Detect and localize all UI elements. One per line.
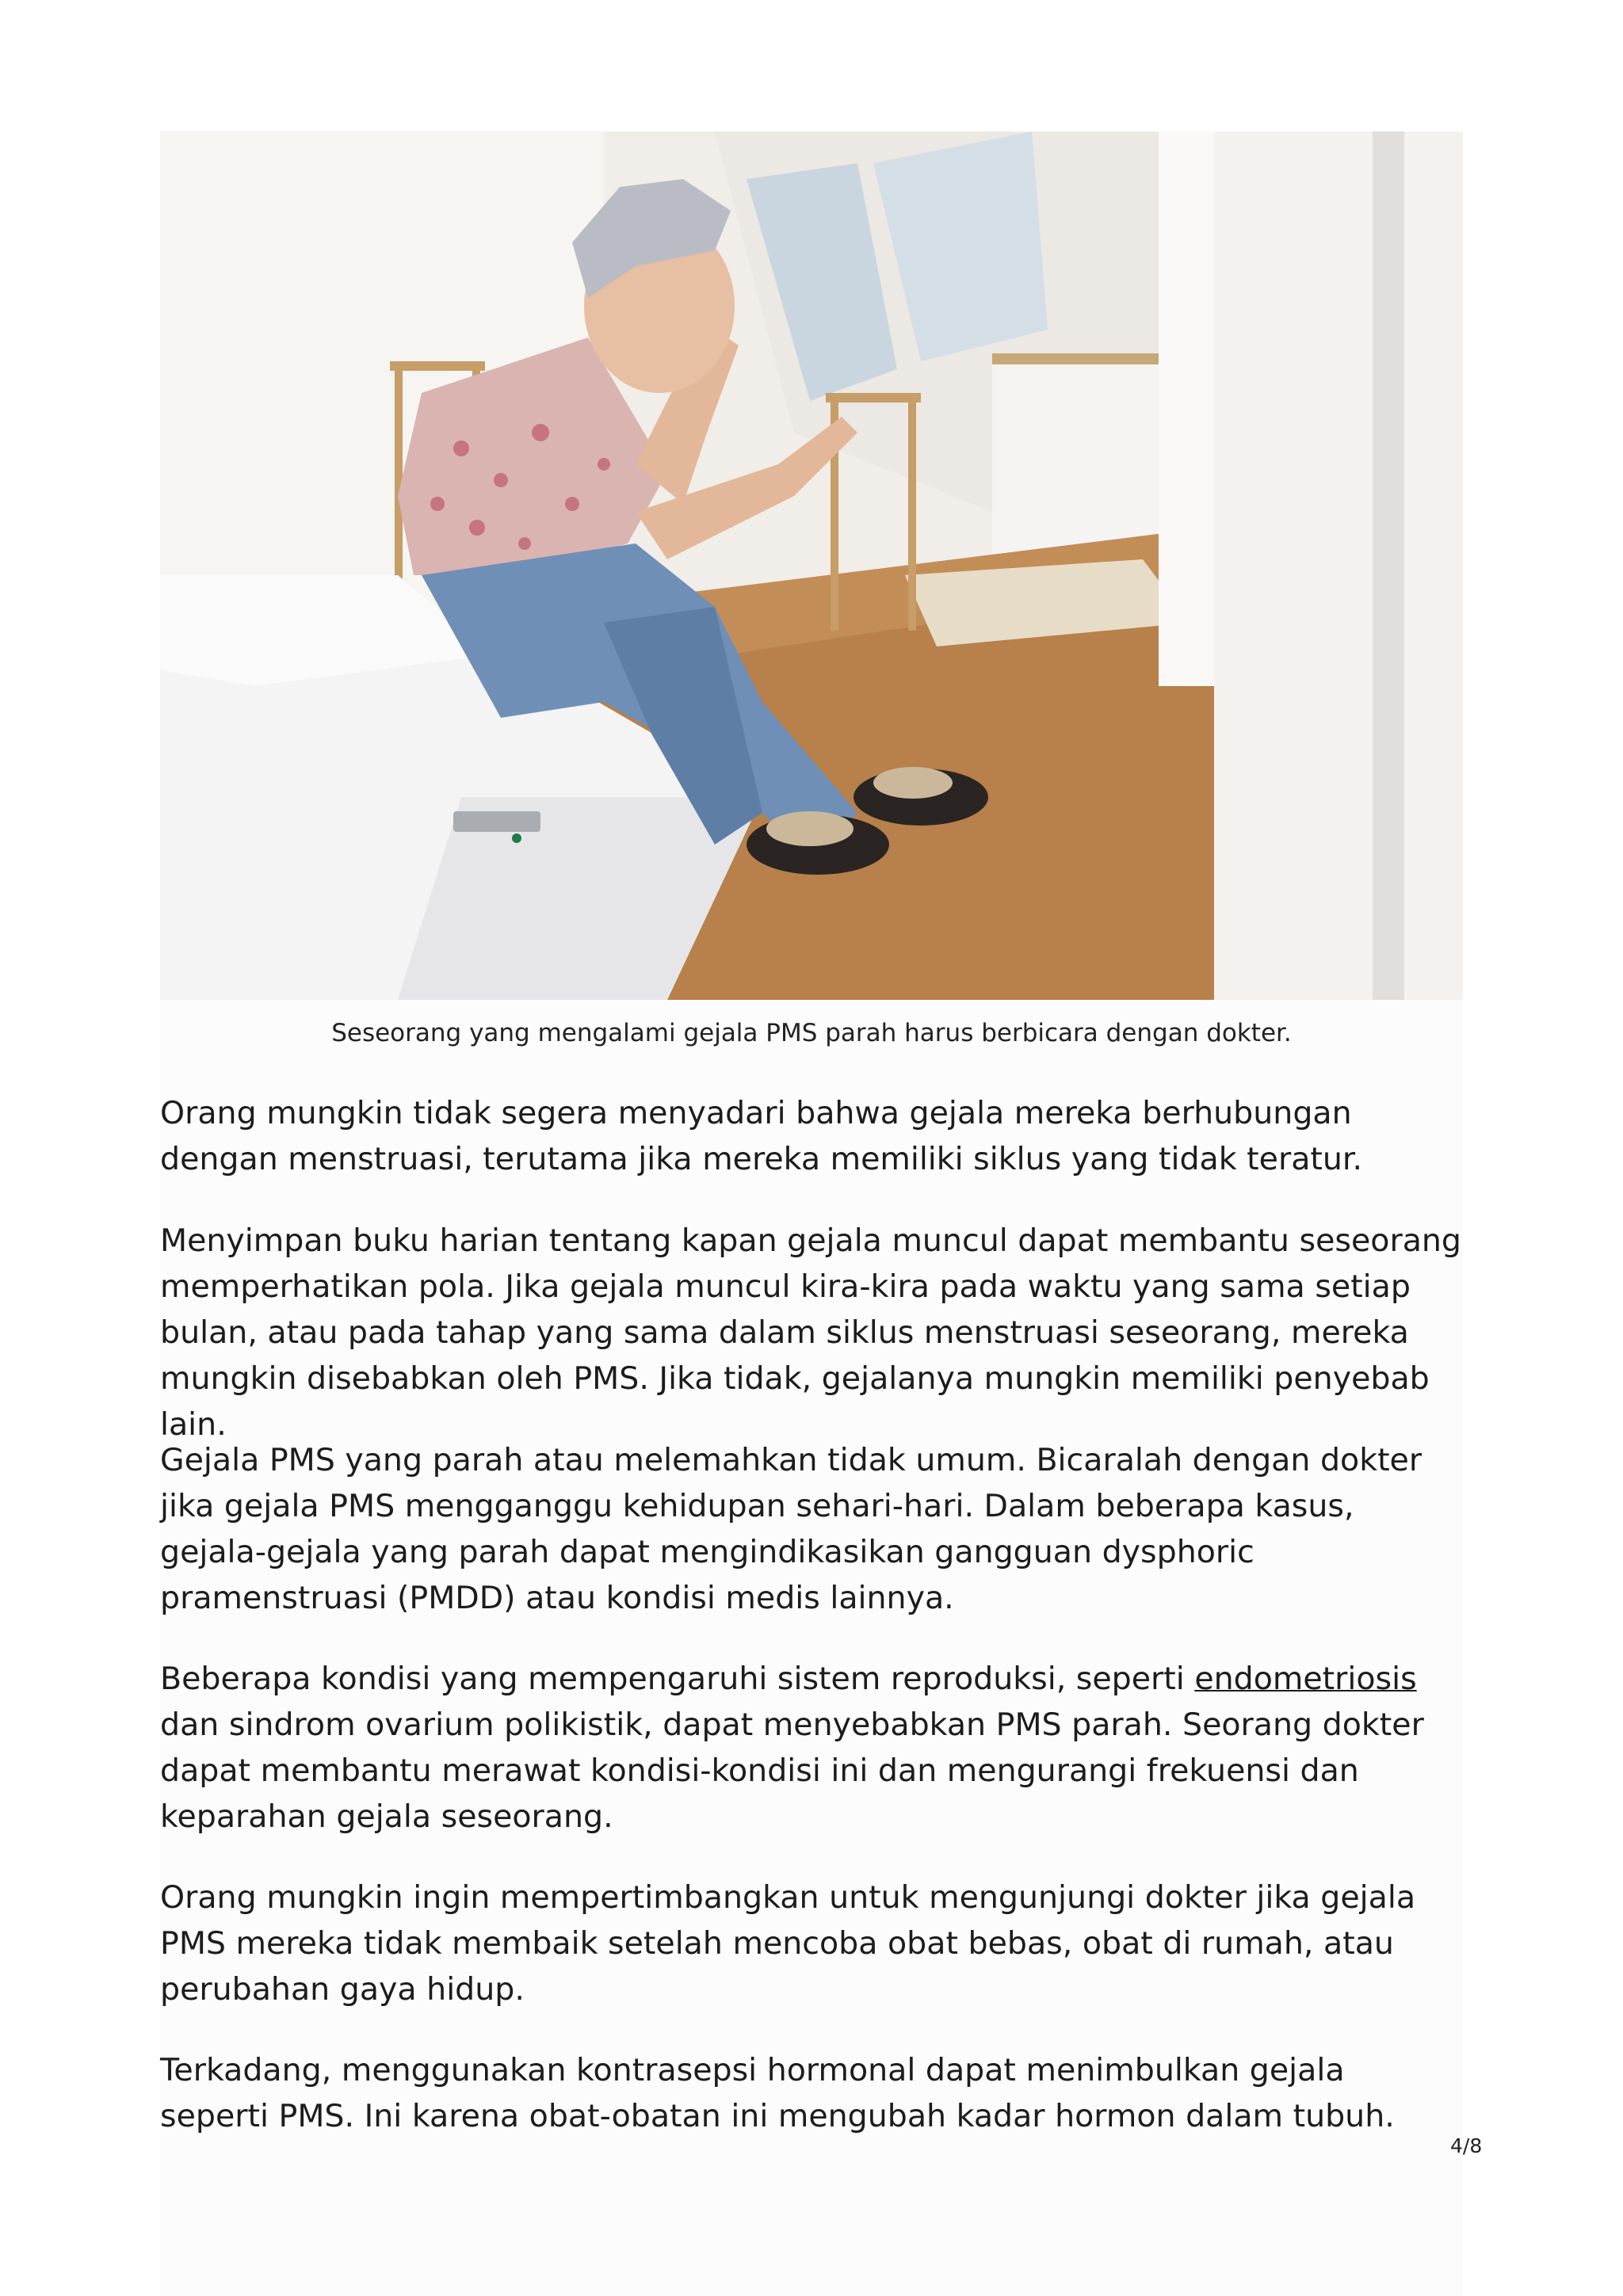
page-number: 4/8 (1450, 2134, 1483, 2157)
paragraph-4-text-start: Beberapa kondisi yang mempengaruhi sistem reproduksi, seperti (160, 1661, 1195, 1697)
paragraph-2: Menyimpan buku harian tentang kapan gejala muncul dapat membantu seseorang memperhatikan pola. Jika gejala muncul kira-kira pada waktu yang sama setiap bulan, atau pada tahap yang sama dalam siklus menstruasi seseorang, mereka mungkin disebabkan oleh PMS. Jika tidak, gejalanya mungkin memiliki penyebab lain. (160, 1222, 1462, 1443)
paragraph-3: Gejala PMS yang parah atau melemahkan tidak umum. Bicaralah dengan dokter jika gejala PMS mengganggu kehidupan sehari-hari. Dalam beberapa kasus, gejala-gejala yang parah dapat mengindikasikan gangguan dysphoric pramenstruasi (PMDD) atau kondisi medis lainnya. (160, 1442, 1423, 1616)
paragraph-5: Orang mungkin ingin mempertimbangkan untuk mengunjungi dokter jika gejala PMS mereka tidak membaik setelah mencoba obat bebas, obat di rumah, atau perubahan gaya hidup. (160, 1879, 1416, 2008)
paragraph-4 (160, 1656, 1463, 1840)
figure-caption: Seseorang yang mengalami gejala PMS parah harus berbicara dengan dokter. (331, 1019, 1292, 1047)
paragraph-6: Terkadang, menggunakan kontrasepsi hormonal dapat menimbulkan gejala seperti PMS. Ini karena obat-obatan ini mengubah kadar hormon dalam tubuh. (160, 2052, 1395, 2134)
paragraph-4-text-end: dan sindrom ovarium polikistik, dapat menyebabkan PMS parah. Seorang dokter dapat membantu merawat kondisi-kondisi ini dan mengurangi frekuensi dan keparahan gejala seseorang. (160, 1707, 1424, 1835)
endometriosis-link[interactable]: endometriosis (1194, 1661, 1417, 1697)
paragraph-1: Orang mungkin tidak segera menyadari bahwa gejala mereka berhubungan dengan menstruasi, terutama jika mereka memiliki siklus yang tidak teratur. (160, 1095, 1363, 1177)
article-photo (160, 132, 1463, 1000)
